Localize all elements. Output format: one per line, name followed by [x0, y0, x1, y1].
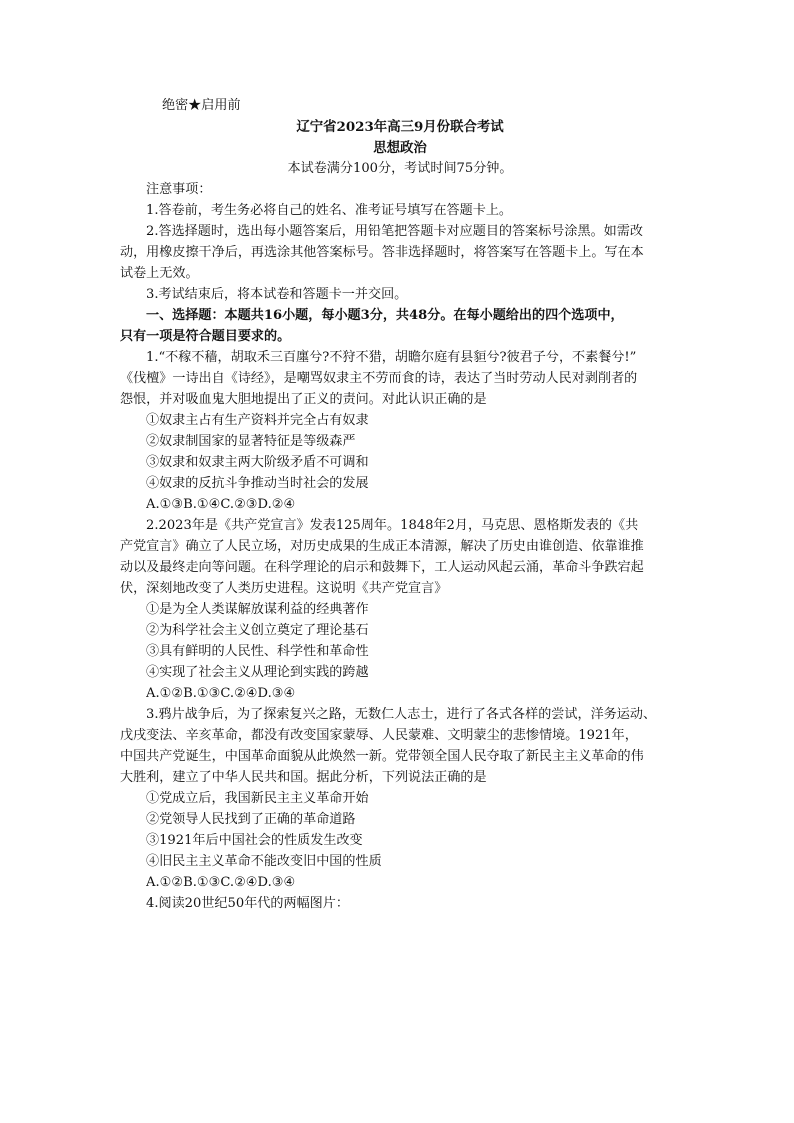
notes-heading: 注意事项：	[146, 182, 212, 197]
question-stem: 2.2023年是《共产党宣言》发表125周年。1848年2月，马克思、恩格斯发表的《共	[146, 518, 639, 533]
question-option: ③具有鲜明的人民性、科学性和革命性	[146, 644, 369, 659]
answer-choices: A.①②B.①③C.②④D.③④	[146, 686, 296, 701]
question-option: ①是为全人类谋解放谋利益的经典著作	[146, 602, 369, 617]
question-option: ③奴隶和奴隶主两大阶级矛盾不可调和	[146, 455, 369, 470]
note-line: 3.考试结束后，将本试卷和答题卡一并交回。	[146, 287, 408, 302]
question-option: ④实现了社会主义从理论到实践的跨越	[146, 665, 369, 680]
question-option: ④奴隶的反抗斗争推动当时社会的发展	[146, 476, 369, 491]
question-stem: 产党宣言》确立了人民立场，对历史成果的生成正本清源，解决了历史由谁创造、依靠谁推	[120, 539, 644, 554]
answer-choices: A.①②B.①③C.②④D.③④	[146, 875, 296, 890]
question-option: ①党成立后，我国新民主主义革命开始	[146, 791, 369, 806]
question-stem: 戊戌变法、辛亥革命，都没有改变国家蒙辱、人民蒙难、文明蒙尘的悲惨情境。1921年，	[120, 728, 638, 743]
exam-info: 本试卷满分100分，考试时间75分钟。	[287, 161, 513, 176]
question-stem: 怨恨，并对吸血鬼大胆地提出了正义的责问。对此认识正确的是	[120, 392, 487, 407]
note-line: 1.答卷前，考生务必将自己的姓名、准考证号填写在答题卡上。	[146, 203, 513, 218]
question-option: ①奴隶主占有生产资料并完全占有奴隶	[146, 413, 369, 428]
exam-title: 辽宁省2023年高三9月份联合考试	[296, 119, 504, 135]
question-stem: 《伐檀》一诗出自《诗经》，是嘲骂奴隶主不劳而食的诗，表达了当时劳动人民对剥削者的	[120, 371, 638, 386]
question-stem: 1.“不稼不穑，胡取禾三百廛兮?不狩不猎，胡瞻尔庭有县貆兮?彼君子兮，不素餐兮!”	[146, 350, 637, 365]
note-line: 2.答选择题时，选出每小题答案后，用铅笔把答题卡对应题目的答案标号涂黑。如需改	[146, 224, 643, 239]
question-stem: 动以及最终走向等问题。在科学理论的启示和鼓舞下，工人运动风起云涌，革命斗争跌宕起	[120, 560, 644, 575]
question-option: ②为科学社会主义创立奠定了理论基石	[146, 623, 369, 638]
answer-choices: A.①③B.①④C.②③D.②④	[146, 497, 296, 512]
question-stem: 中国共产党诞生，中国革命面貌从此焕然一新。党带领全国人民夺取了新民主主义革命的伟	[120, 749, 644, 764]
question-stem: 3.鸦片战争后，为了探索复兴之路，无数仁人志士，进行了各式各样的尝试，洋务运动、	[146, 707, 657, 722]
question-stem: 伏，深刻地改变了人类历史进程。这说明《共产党宣言》	[120, 581, 448, 596]
note-line: 试卷上无效。	[120, 266, 199, 281]
question-stem: 4.阅读20世纪50年代的两幅图片：	[146, 896, 349, 911]
question-option: ②党领导人民找到了正确的革命道路	[146, 812, 356, 827]
question-stem: 大胜利，建立了中华人民共和国。据此分析，下列说法正确的是	[120, 770, 487, 785]
section-heading-cont: 只有一项是符合题目要求的。	[120, 329, 291, 344]
question-option: ③1921年后中国社会的性质发生改变	[146, 833, 363, 848]
question-option: ④旧民主主义革命不能改变旧中国的性质	[146, 854, 382, 869]
section-heading: 一、选择题：本题共16小题，每小题3分，共48分。在每小题给出的四个选项中，	[146, 308, 624, 323]
secret-label: 绝密★启用前	[162, 98, 241, 113]
question-option: ②奴隶制国家的显著特征是等级森严	[146, 434, 356, 449]
subject-title: 思想政治	[373, 140, 427, 156]
note-line: 动，用橡皮擦干净后，再选涂其他答案标号。答非选择题时，将答案写在答题卡上。写在本	[120, 245, 644, 260]
